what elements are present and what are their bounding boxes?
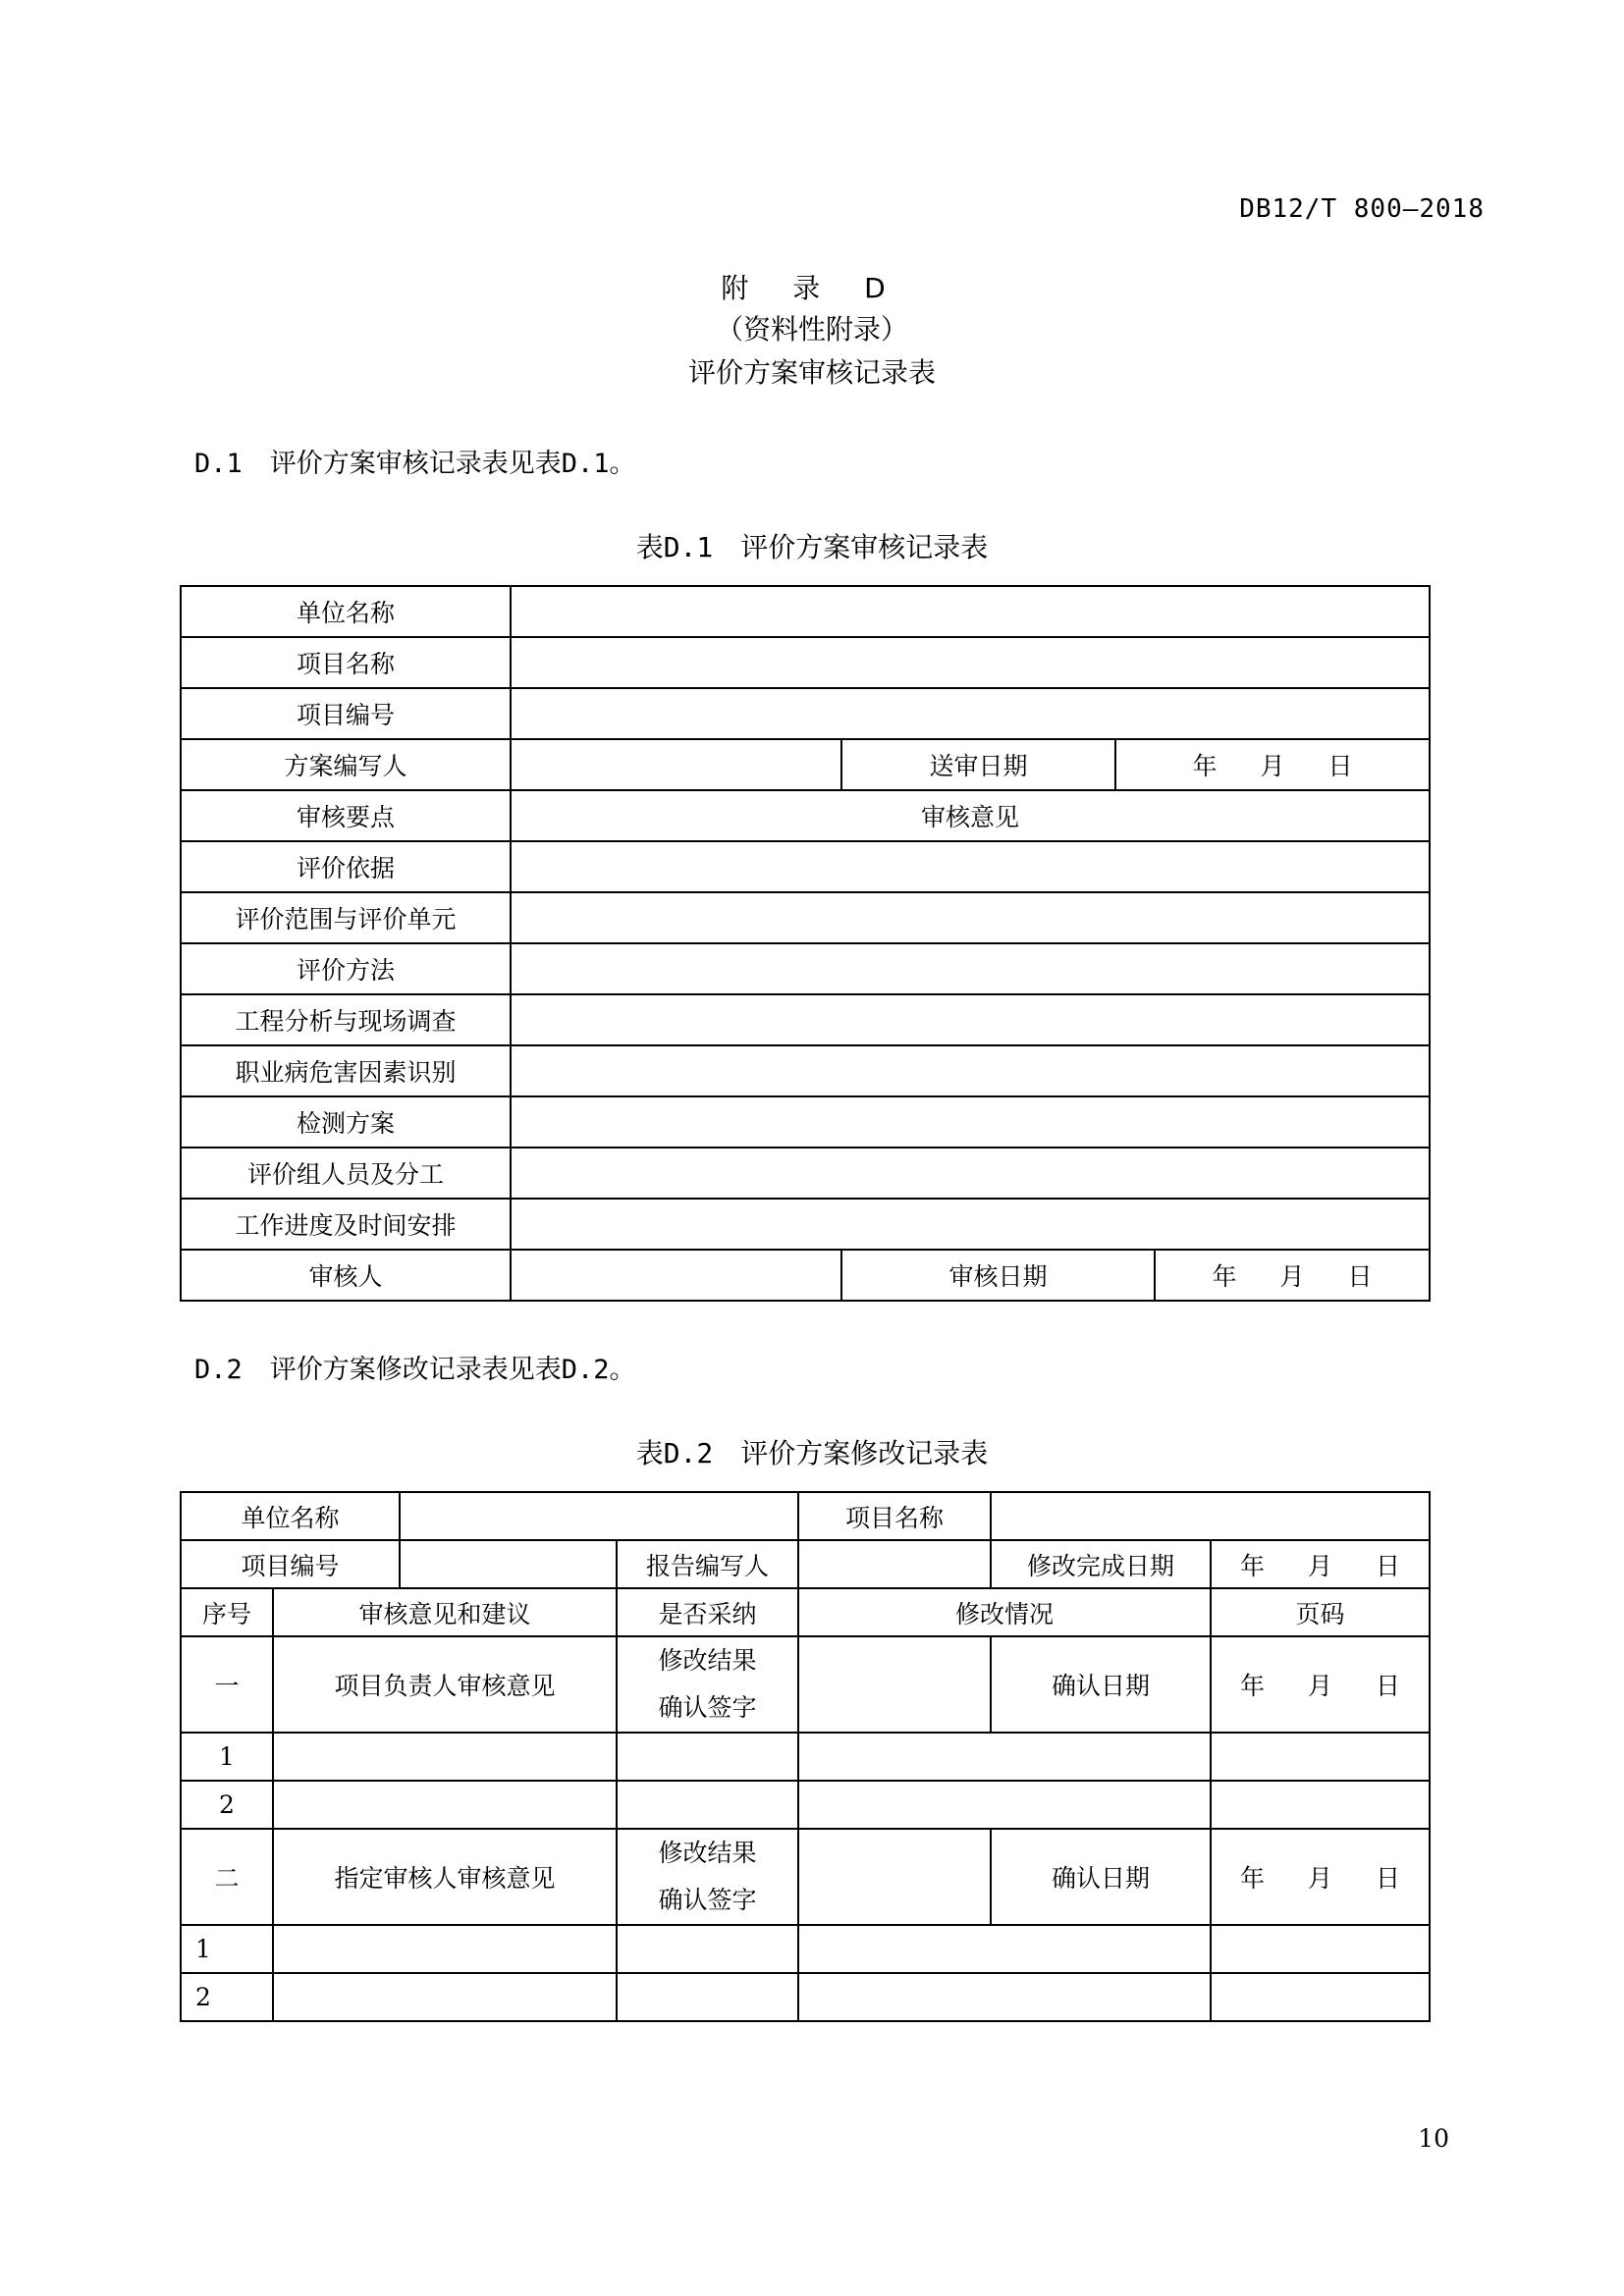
table-row xyxy=(181,892,1430,943)
section-d2-heading xyxy=(194,1348,636,1386)
date-year: 年 xyxy=(1212,1262,1237,1291)
date-month: 月 xyxy=(1308,1864,1333,1893)
label-project-no: 项目编号 xyxy=(181,688,511,739)
label-report-writer: 报告编写人 xyxy=(617,1540,798,1588)
field-mod[interactable] xyxy=(798,1925,1211,1973)
date-month: 月 xyxy=(1279,1262,1305,1291)
section-text: 评价方案审核记录表见表 xyxy=(269,449,562,479)
label-review-points: 审核要点 xyxy=(181,790,511,841)
item-field[interactable] xyxy=(511,1199,1430,1250)
table-row xyxy=(181,1733,1430,1781)
field-mod[interactable] xyxy=(798,1973,1211,2021)
table-row xyxy=(181,1781,1430,1829)
table-row xyxy=(181,688,1430,739)
label-unit-name: 单位名称 xyxy=(181,1492,400,1540)
table-row xyxy=(181,943,1430,994)
section-text: 评价方案修改记录表见表 xyxy=(269,1355,562,1385)
table-d2 xyxy=(180,1491,1431,2022)
row-no: 2 xyxy=(181,1973,273,2021)
field-adopt[interactable] xyxy=(617,1925,798,1973)
field-adopt[interactable] xyxy=(617,1733,798,1781)
label-project-name: 项目名称 xyxy=(798,1492,991,1540)
table-row xyxy=(181,1096,1430,1148)
appendix-subtitle: （资料性附录） xyxy=(715,313,908,346)
table-d1-caption xyxy=(0,526,1624,565)
mod-result-label: 修改结果 xyxy=(658,1839,757,1867)
field-page[interactable] xyxy=(1211,1781,1430,1829)
appendix-title: 附 录 D xyxy=(721,272,903,304)
label-plan-writer: 方案编写人 xyxy=(181,739,511,790)
section-ref: D.1。 xyxy=(561,449,636,479)
item-label: 评价范围与评价单元 xyxy=(181,892,511,943)
field-project-no[interactable] xyxy=(400,1540,617,1588)
date-month: 月 xyxy=(1308,1672,1333,1700)
table-row xyxy=(181,1973,1430,2021)
table-d2-caption xyxy=(0,1432,1624,1471)
mod-result-sign-label xyxy=(617,1636,798,1733)
field-mod-done-date[interactable] xyxy=(1211,1540,1430,1588)
table-row xyxy=(181,1148,1430,1199)
caption-text: 评价方案修改记录表 xyxy=(740,1437,989,1469)
field-mod[interactable] xyxy=(798,1781,1211,1829)
table-header-row xyxy=(181,1588,1430,1636)
field-confirm-date[interactable] xyxy=(1211,1829,1430,1925)
date-month: 月 xyxy=(1260,752,1285,780)
col-no: 序号 xyxy=(181,1588,273,1636)
table-row xyxy=(181,586,1430,637)
date-year: 年 xyxy=(1192,752,1218,780)
label-project-name: 项目名称 xyxy=(181,637,511,688)
item-field[interactable] xyxy=(511,994,1430,1045)
table-row xyxy=(181,739,1430,790)
field-review-date[interactable] xyxy=(1155,1250,1430,1301)
field-page[interactable] xyxy=(1211,1973,1430,2021)
field-reviewer[interactable] xyxy=(511,1250,841,1301)
mod-result-sign-label xyxy=(617,1829,798,1925)
table-row xyxy=(181,1045,1430,1096)
page-number: 10 xyxy=(1418,2124,1449,2153)
label-review-date: 审核日期 xyxy=(841,1250,1155,1301)
field-opinion[interactable] xyxy=(273,1973,617,2021)
confirm-sign-label: 确认签字 xyxy=(658,1886,757,1914)
field-opinion[interactable] xyxy=(273,1733,617,1781)
field-project-name[interactable] xyxy=(991,1492,1430,1540)
field-plan-writer[interactable] xyxy=(511,739,841,790)
field-page[interactable] xyxy=(1211,1733,1430,1781)
table-row xyxy=(181,1250,1430,1301)
field-opinion[interactable] xyxy=(273,1925,617,1973)
item-label: 检测方案 xyxy=(181,1096,511,1148)
label-mod-done-date: 修改完成日期 xyxy=(991,1540,1211,1588)
table-row xyxy=(181,637,1430,688)
label-project-no: 项目编号 xyxy=(181,1540,400,1588)
label-submit-date: 送审日期 xyxy=(841,739,1115,790)
item-label: 评价依据 xyxy=(181,841,511,892)
table-row xyxy=(181,1925,1430,1973)
label-review-opinion: 审核意见 xyxy=(511,790,1430,841)
date-day: 日 xyxy=(1376,1672,1401,1700)
table-row xyxy=(181,1492,1430,1540)
item-label: 评价组人员及分工 xyxy=(181,1148,511,1199)
date-day: 日 xyxy=(1347,1262,1373,1291)
item-field[interactable] xyxy=(511,892,1430,943)
col-opinion: 审核意见和建议 xyxy=(273,1588,617,1636)
confirm-sign-label: 确认签字 xyxy=(658,1693,757,1722)
item-field[interactable] xyxy=(511,1045,1430,1096)
table-row xyxy=(181,1540,1430,1588)
section-d1-heading xyxy=(194,442,636,480)
table-row xyxy=(181,790,1430,841)
date-year: 年 xyxy=(1239,1864,1265,1893)
group-label: 指定审核人审核意见 xyxy=(273,1829,617,1925)
date-day: 日 xyxy=(1376,1864,1401,1893)
section-ref: D.2。 xyxy=(561,1355,636,1385)
group-row-1 xyxy=(181,1636,1430,1733)
field-mod[interactable] xyxy=(798,1733,1211,1781)
field-project-no[interactable] xyxy=(511,688,1430,739)
group-row-2 xyxy=(181,1829,1430,1925)
row-no: 1 xyxy=(181,1925,273,1973)
field-report-writer[interactable] xyxy=(798,1540,991,1588)
table-row xyxy=(181,994,1430,1045)
field-confirm-sign[interactable] xyxy=(798,1636,991,1733)
label-confirm-date: 确认日期 xyxy=(991,1829,1211,1925)
field-opinion[interactable] xyxy=(273,1781,617,1829)
document-code: DB12/T 800—2018 xyxy=(1239,194,1485,224)
field-confirm-date[interactable] xyxy=(1211,1636,1430,1733)
item-label: 职业病危害因素识别 xyxy=(181,1045,511,1096)
group-label: 项目负责人审核意见 xyxy=(273,1636,617,1733)
col-adopt: 是否采纳 xyxy=(617,1588,798,1636)
table-row xyxy=(181,841,1430,892)
section-number: D.1 xyxy=(194,449,243,479)
item-field[interactable] xyxy=(511,1148,1430,1199)
date-month: 月 xyxy=(1308,1551,1333,1580)
item-label: 评价方法 xyxy=(181,943,511,994)
row-no: 2 xyxy=(181,1781,273,1829)
field-unit-name[interactable] xyxy=(400,1492,798,1540)
caption-text: 评价方案审核记录表 xyxy=(740,531,989,563)
label-confirm-date: 确认日期 xyxy=(991,1636,1211,1733)
group-no: 一 xyxy=(181,1636,273,1733)
mod-result-label: 修改结果 xyxy=(658,1646,757,1675)
caption-number: 表D.1 xyxy=(635,531,714,563)
item-label: 工作进度及时间安排 xyxy=(181,1199,511,1250)
date-year: 年 xyxy=(1239,1672,1265,1700)
group-no: 二 xyxy=(181,1829,273,1925)
row-no: 1 xyxy=(181,1733,273,1781)
date-day: 日 xyxy=(1376,1551,1401,1580)
field-page[interactable] xyxy=(1211,1925,1430,1973)
col-mod: 修改情况 xyxy=(798,1588,1211,1636)
section-number: D.2 xyxy=(194,1355,243,1385)
item-field[interactable] xyxy=(511,841,1430,892)
field-adopt[interactable] xyxy=(617,1781,798,1829)
col-page: 页码 xyxy=(1211,1588,1430,1636)
item-label: 工程分析与现场调查 xyxy=(181,994,511,1045)
caption-number: 表D.2 xyxy=(635,1437,714,1469)
field-confirm-sign[interactable] xyxy=(798,1829,991,1925)
table-d1 xyxy=(180,585,1431,1302)
field-submit-date[interactable] xyxy=(1115,739,1430,790)
date-day: 日 xyxy=(1327,752,1353,780)
table-row xyxy=(181,1199,1430,1250)
date-year: 年 xyxy=(1239,1551,1265,1580)
field-unit-name[interactable] xyxy=(511,586,1430,637)
item-field[interactable] xyxy=(511,1096,1430,1148)
label-unit-name: 单位名称 xyxy=(181,586,511,637)
label-reviewer: 审核人 xyxy=(181,1250,511,1301)
appendix-name: 评价方案审核记录表 xyxy=(687,356,936,389)
field-project-name[interactable] xyxy=(511,637,1430,688)
field-adopt[interactable] xyxy=(617,1973,798,2021)
item-field[interactable] xyxy=(511,943,1430,994)
